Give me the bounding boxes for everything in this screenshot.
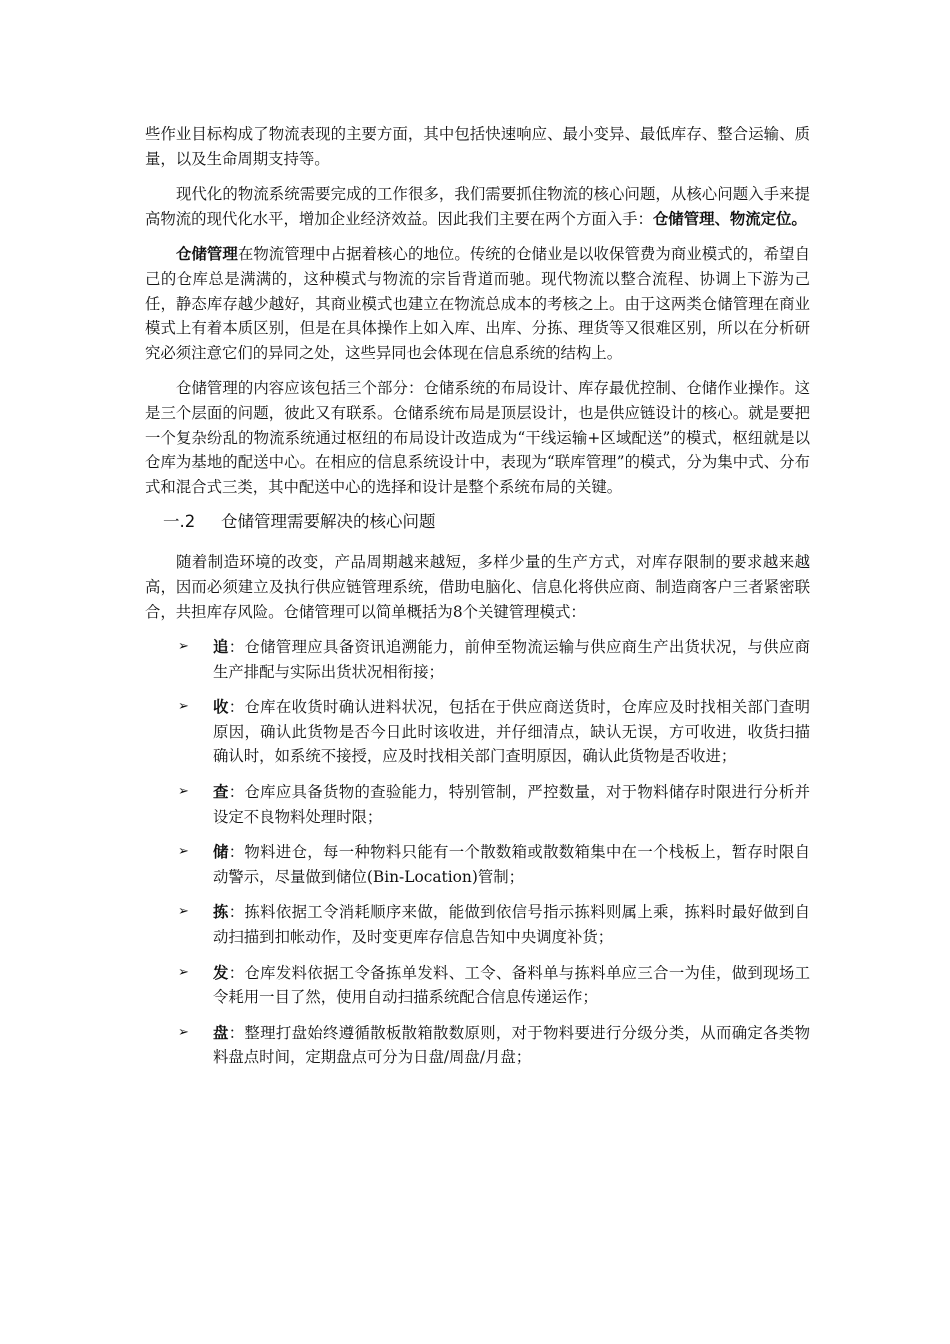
emphasis-text: 仓储管理、物流定位。 [652, 209, 807, 228]
paragraph-warehouse-content [145, 376, 810, 499]
section-number: 一.2 [163, 512, 196, 532]
paragraph-modern-logistics [145, 182, 810, 231]
list-item [145, 635, 810, 684]
arrow-bullet-icon: ➢ [178, 844, 189, 860]
arrow-bullet-icon: ➢ [178, 964, 189, 980]
list-item-term: 储 [213, 843, 229, 862]
paragraph-text: 在物流管理中占据着核心的地位。传统的仓储业是以收保管费为商业模式的，希望自己的仓库总是满满的，这种模式与物流的宗旨背道而驰。现代物流以整合流程、协调上下游为己任，静态库存越少越好，其商业模式也建立在物流总成本的考核之上。由于这两类仓储管理在商业模式上有着本质区别，但是在具体操作上如入库、出库、分拣、理货等又很难区别，所以在分析研究必须注意它们的异同之处，这些异同也会体现在信息系统的结构上。 [145, 245, 810, 362]
list-item-term: 盘 [213, 1023, 229, 1042]
section-title: 仓储管理需要解决的核心问题 [221, 512, 436, 532]
list-item-term: 查 [213, 783, 229, 802]
paragraph-warehouse-management [145, 242, 810, 365]
list-item-text: ：仓库发料依据工令备拣单发料、工令、备料单与拣料单应三合一为佳，做到现场工令耗用一目了然，使用自动扫描系统配合信息传递运作； [213, 963, 810, 1007]
list-item [145, 840, 810, 889]
paragraph-text: 仓储管理的内容应该包括三个部分：仓储系统的布局设计、库存最优控制、仓储作业操作。这是三个层面的问题，彼此又有联系。仓储系统布局是顶层设计，也是供应链设计的核心。就是要把一个复杂纷乱的物流系统通过枢纽的布局设计改造成为“干线运输+区域配送”的模式，枢纽就是以仓库为基地的配送中心。在相应的信息系统设计中，表现为“联库管理”的模式，分为集中式、分布式和混合式三类，其中配送中心的选择和设计是整个系统布局的关键。 [145, 379, 810, 496]
list-item-term: 收 [213, 698, 229, 717]
list-item-text: ：拣料依据工令消耗顺序来做，能做到依信号指示拣料则属上乘，拣料时最好做到自动扫描到扣帐动作，及时变更库存信息告知中央调度补货； [213, 903, 810, 947]
paragraph-manufacturing-environment [145, 550, 810, 624]
list-item [145, 961, 810, 1010]
arrow-bullet-icon: ➢ [178, 904, 189, 920]
arrow-bullet-icon: ➢ [178, 639, 189, 655]
list-item-text: ：仓库应具备货物的查验能力，特别管制，严控数量，对于物料储存时限进行分析并设定不良物料处理时限； [213, 783, 810, 826]
list-item [145, 695, 810, 769]
paragraph-text: 现代化的物流系统需要完成的工作很多，我们需要抓住物流的核心问题，从核心问题入手来提高物流的现代化水平，增加企业经济效益。因此我们主要在两个方面入手： [145, 185, 810, 228]
list-item-term: 发 [213, 963, 229, 982]
list-item [145, 900, 810, 949]
list-item-text: ：仓储管理应具备资讯追溯能力，前伸至物流运输与供应商生产出货状况，与供应商生产排配与实际出货状况相衔接； [213, 638, 810, 681]
arrow-bullet-icon: ➢ [178, 1024, 189, 1040]
management-mode-list [145, 635, 810, 1070]
paragraph-logistics-goals [145, 122, 810, 171]
list-item [145, 780, 810, 829]
list-item-term: 追 [213, 638, 229, 657]
list-item [145, 1021, 810, 1070]
document-body [145, 122, 810, 1081]
arrow-bullet-icon: ➢ [178, 699, 189, 715]
list-item-term: 拣 [213, 903, 229, 922]
arrow-bullet-icon: ➢ [178, 784, 189, 800]
list-item-text: ：整理打盘始终遵循散板散箱散数原则，对于物料要进行分级分类，从而确定各类物料盘点时间，定期盘点可分为日盘/周盘/月盘； [213, 1023, 810, 1067]
paragraph-text: 随着制造环境的改变，产品周期越来越短，多样少量的生产方式，对库存限制的要求越来越高，因而必须建立及执行供应链管理系统，借助电脑化、信息化将供应商、制造商客户三者紧密联合，共担库存风险。仓储管理可以简单概括为8个关键管理模式： [145, 553, 810, 621]
list-item-text: ：仓库在收货时确认进料状况，包括在于供应商送货时，仓库应及时找相关部门查明原因，确认此货物是否今日此时该收进，并仔细清点，缺认无误，方可收进，收货扫描确认时，如系统不接授，应及时找相关部门查明原因，确认此货物是否收进； [213, 698, 810, 766]
list-item-text: ：物料进仓，每一种物料只能有一个散数箱或散数箱集中在一个栈板上，暂存时限自动警示，尽量做到储位(Bin-Location)管制； [213, 843, 810, 886]
emphasis-text: 仓储管理 [176, 245, 238, 264]
paragraph-text: 些作业目标构成了物流表现的主要方面，其中包括快速响应、最小变异、最低库存、整合运输、质量，以及生命周期支持等。 [145, 125, 810, 168]
section-heading [163, 510, 810, 534]
